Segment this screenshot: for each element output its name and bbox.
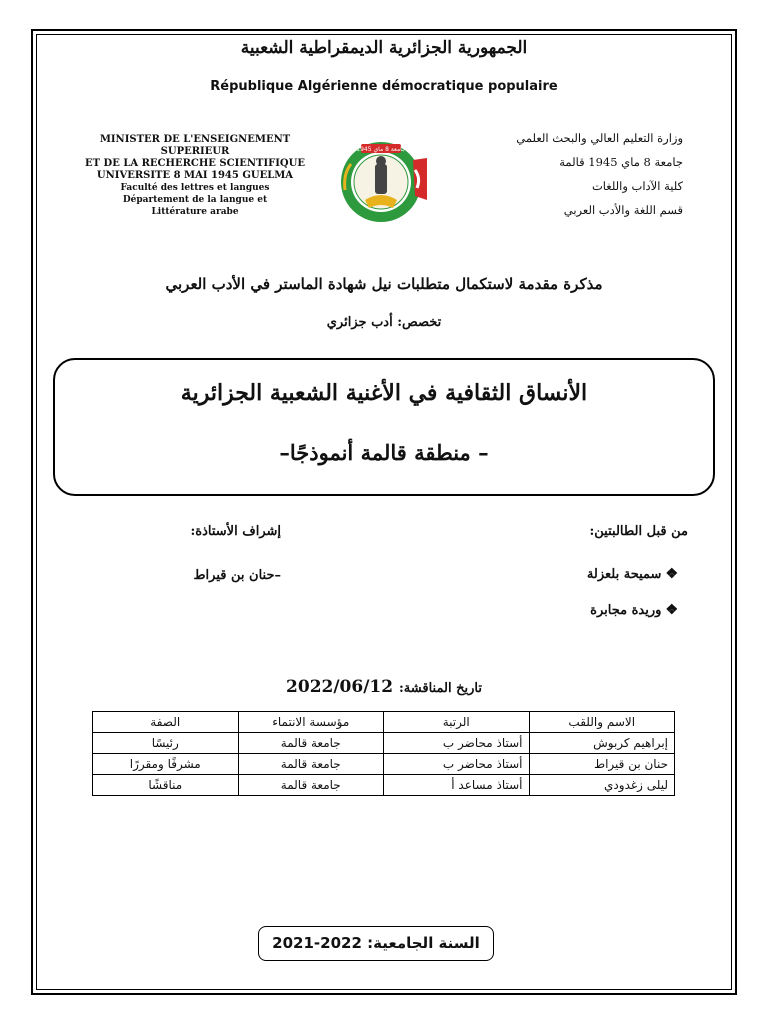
ministry-block-ar [443,126,683,222]
table-cell: جامعة قالمة [238,754,384,775]
table-cell: رئيسًا [93,733,239,754]
defense-date-value: 2022/06/12 [286,677,394,697]
ministry-ar-line: قسم اللغة والأدب العربي [563,203,683,217]
student-name: سميحة بلعزلة [586,567,662,582]
ministry-ar-line: وزارة التعليم العالي والبحث العلمي [516,131,683,145]
university-seal-icon [335,130,435,230]
table-cell: أستاذ مساعد أ [384,775,530,796]
table-row [93,754,675,775]
seal-ring-text: جامعة 8 ماي 1945 [356,146,406,153]
memo-statement: مذكرة مقدمة لاستكمال متطلبات نيل شهادة الماستر في الأدب العربي [165,275,603,293]
student-item [590,602,678,618]
table-row [93,775,675,796]
thesis-subtitle: – منطقة قالمة أنموذجًا– [279,440,489,465]
table-header: مؤسسة الانتماء [238,712,384,733]
students-label: من قبل الطالبتين: [589,524,688,539]
ministry-fr-line: MINISTER DE L'ENSEIGNEMENT [99,134,291,145]
academic-year-value: 2021-2022 [272,934,362,952]
ministry-ar-line: كلية الآداب واللغات [591,179,683,193]
ministry-fr-line: Département de la langue et [122,195,268,205]
ministry-block-fr [80,134,310,218]
republic-title-fr: République Algérienne démocratique populaire [210,79,558,94]
table-header: الرتبة [384,712,530,733]
ministry-fr-line: ET DE LA RECHERCHE SCIENTIFIQUE [85,158,305,169]
thesis-title: الأنساق الثقافية في الأغنية الشعبية الجزائرية [180,380,588,406]
table-cell: مشرفًا ومقررًا [93,754,239,775]
republic-title-ar: الجمهورية الجزائرية الديمقراطية الشعبية [240,38,528,58]
supervisor-name: –حنان بن قيراط [193,568,281,583]
defense-date [0,677,768,697]
table-cell: جامعة قالمة [238,775,384,796]
student-item [587,566,678,582]
ministry-fr-line: Littérature arabe [151,207,239,217]
table-row [93,733,675,754]
ministry-ar-line: جامعة 8 ماي 1945 قالمة [559,155,683,169]
supervisor-label: إشراف الأستاذة: [190,524,281,539]
diamond-bullet-icon: ❖ [665,566,678,582]
table-cell: أستاذ محاضر ب [384,754,530,775]
table-header: الصفة [93,712,239,733]
ministry-fr-line: SUPERIEUR [160,146,230,157]
ministry-fr-line: UNIVERSITE 8 MAI 1945 GUELMA [96,170,294,181]
title-frame [53,358,715,496]
table-cell: مناقشًا [93,775,239,796]
table-cell: ليلى زغدودي [529,775,675,796]
student-name: وريدة مجابرة [590,603,662,618]
defense-date-label: تاريخ المناقشة: [399,681,482,696]
table-cell: أستاذ محاضر ب [384,733,530,754]
academic-year [258,934,494,952]
table-cell: جامعة قالمة [238,733,384,754]
ministry-fr-line: Faculté des lettres et langues [120,183,270,193]
table-cell: إبراهيم كربوش [529,733,675,754]
diamond-bullet-icon: ❖ [665,602,678,618]
table-cell: حنان بن قيراط [529,754,675,775]
jury-table [92,711,675,796]
academic-year-label: السنة الجامعية: [367,934,480,952]
table-header: الاسم واللقب [529,712,675,733]
specialty: تخصص: أدب جزائري [326,315,442,330]
table-header-row [93,712,675,733]
